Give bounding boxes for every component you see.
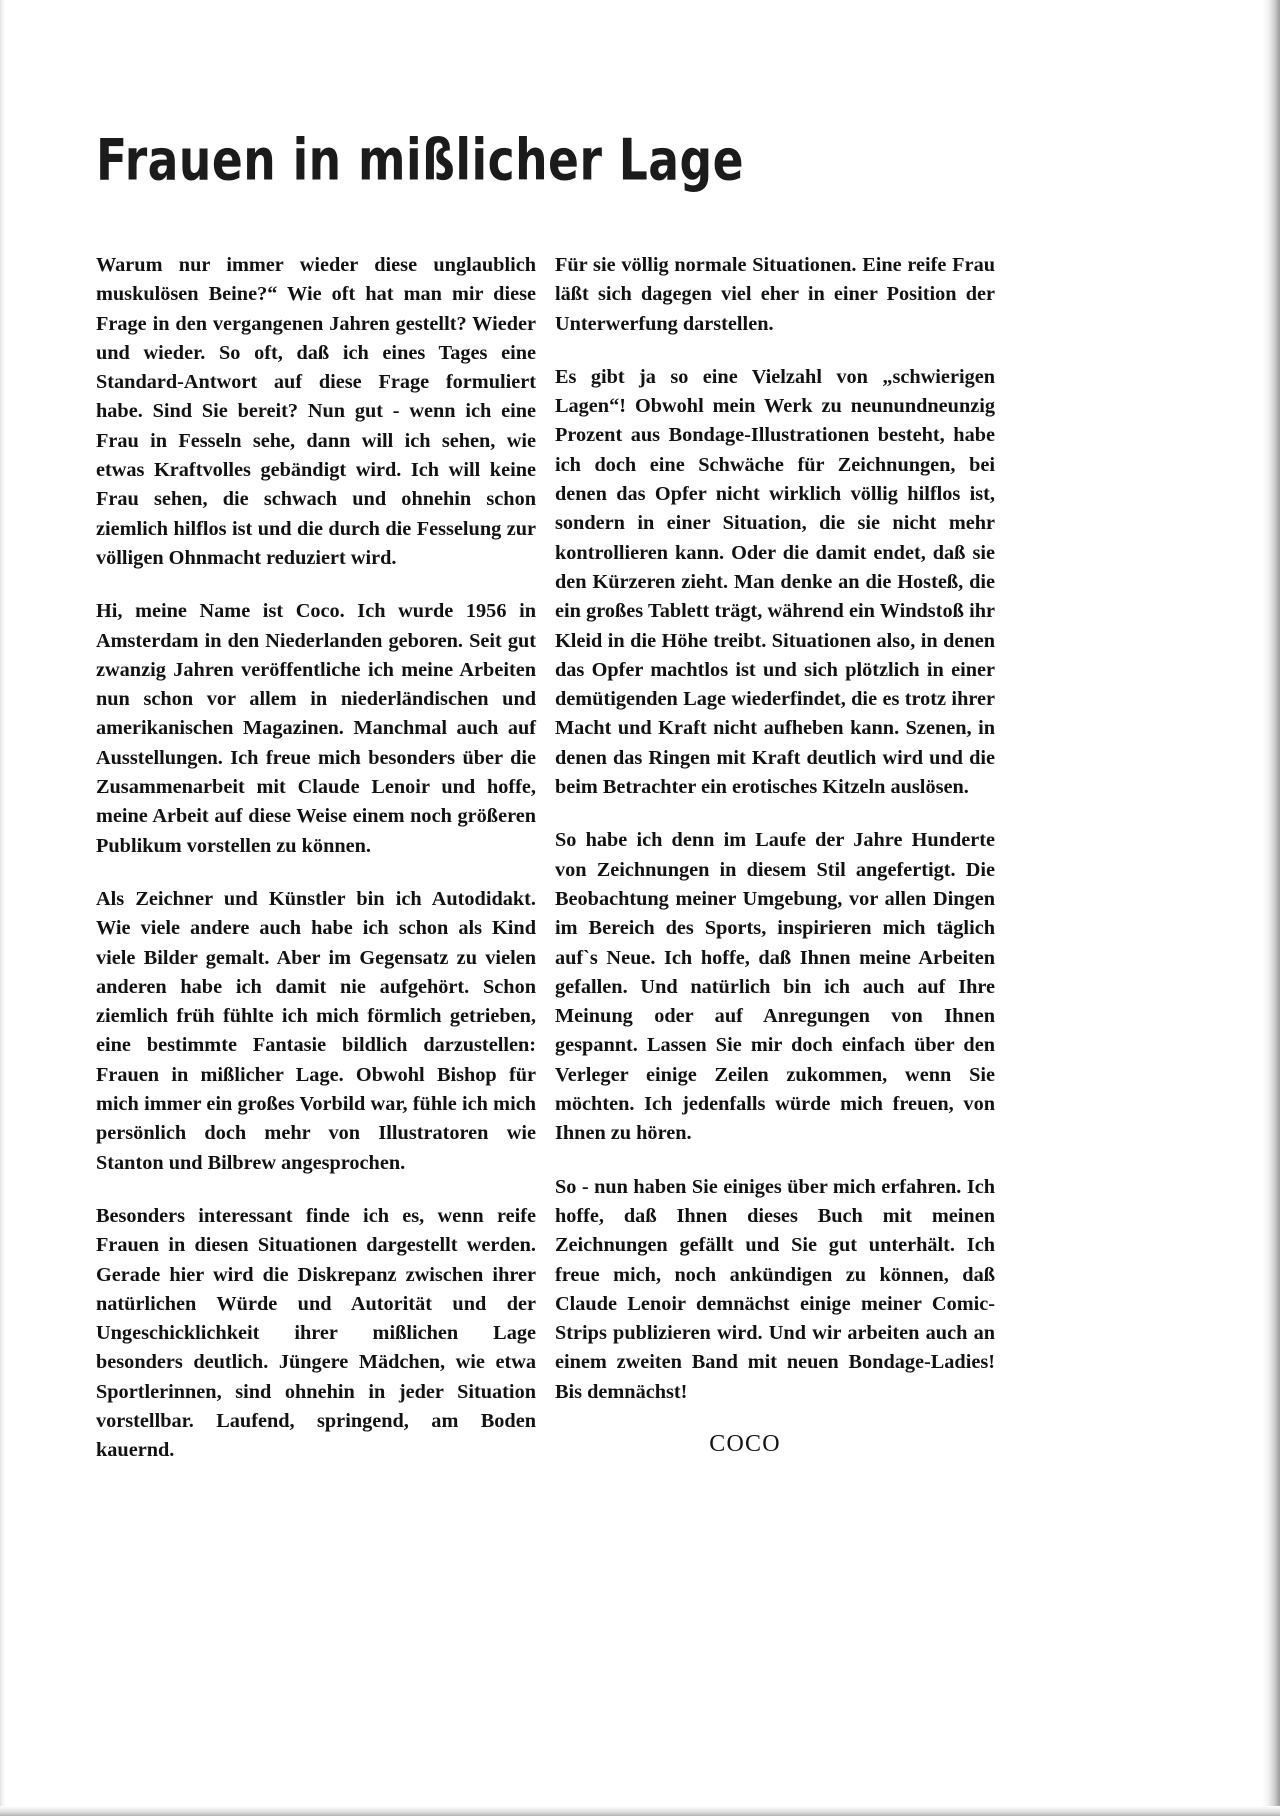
paragraph: Hi, meine Name ist Coco. Ich wurde 1956 in Amsterdam in den Niederlanden geboren. Seit gut zwanzig Jahren veröffentliche ich meine Arbeiten nun schon vor allem in niederländischen und amerikanischen Magazinen. Manchmal auch auf Ausstellungen. Ich freue mich besonders über die Zusammenarbeit mit Claude Lenoir und hoffe, meine Arbeit auf diese Weise einem noch größeren Publikum vorstellen zu können. — [96, 600, 536, 857]
paragraph: Als Zeichner und Künstler bin ich Autodidakt. Wie viele andere auch habe ich schon als Kind viele Bilder gemalt. Aber im Gegensatz zu vielen anderen habe ich damit nie aufgehört. Schon ziemlich früh fühlte ich mich förmlich getrieben, eine bestimmte Fantasie bildlich darzustellen: Frauen in mißlicher Lage. Obwohl Bishop für mich immer ein großes Vorbild war, fühle ich mich persönlich doch mehr von Illustratoren wie Stanton und Bilbrew angesprochen. — [96, 887, 536, 1174]
author-signature: COCO — [709, 1430, 781, 1457]
scan-edge-right — [1262, 0, 1280, 1816]
page-content — [96, 0, 996, 1466]
page-title: Frauen in mißlicher Lage — [96, 126, 745, 194]
paragraph: So habe ich denn im Laufe der Jahre Hunderte von Zeichnungen in diesem Stil angefertigt. Die Beobachtung meiner Umgebung, vor allen Dingen im Bereich des Sports, inspirieren mich täglich auf`s Neue. Ich hoffe, daß Ihnen meine Arbeiten gefallen. Und natürlich bin ich auch auf Ihre Meinung oder auf Anregungen von Ihnen gespannt. Lassen Sie mir doch einfach über den Verleger einige Zeilen zukommen, wenn Sie möchten. Ich jedenfalls würde mich freuen, von Ihnen zu hören. — [555, 829, 995, 1145]
paragraph: Es gibt ja so eine Vielzahl von „schwierigen Lagen“! Obwohl mein Werk zu neunundneunzig Prozent aus Bondage-Illustrationen besteht, habe ich doch eine Schwäche für Zeichnungen, bei denen das Opfer nicht wirklich völlig hilflos ist, sondern in einer Situation, die sie nicht mehr kontrollieren kann. Oder die damit endet, daß sie den Kürzeren zieht. Man denke an die Hosteß, die ein großes Tablett trägt, während ein Windstoß ihr Kleid in die Höhe treibt. Situationen also, in denen das Opfer machtlos ist und sich plötzlich in einer demütigenden Lage wiederfindet, die es trotz ihrer Macht und Kraft nicht aufheben kann. Szenen, in denen das Ringen mit Kraft deutlich wird und die beim Betrachter ein erotisches Kitzeln auslösen. — [555, 365, 995, 799]
scan-edge-left — [0, 0, 6, 1816]
paragraph: Warum nur immer wieder diese unglaublich muskulösen Beine?“ Wie oft hat man mir diese Frage in den vergangenen Jahren gestellt? Wieder und wieder. So oft, daß ich eines Tages eine Standard-Antwort auf diese Frage formuliert habe. Sind Sie bereit? Nun gut - wenn ich eine Frau in Fesseln sehe, dann will ich sehen, wie etwas Kraftvolles gebändigt wird. Ich will keine Frau sehen, die schwach und ohnehin schon ziemlich hilflos ist und die durch die Fesselung zur völligen Ohnmacht reduziert wird. — [96, 254, 536, 569]
column-right — [555, 251, 995, 1466]
paragraph: Für sie völlig normale Situationen. Eine reife Frau läßt sich dagegen viel eher in einer Position der Unterwerfung darstellen. — [555, 254, 995, 335]
scan-edge-bottom — [0, 1806, 1280, 1816]
two-column-body — [96, 251, 996, 1466]
column-left — [96, 251, 536, 1466]
paragraph: So - nun haben Sie einiges über mich erfahren. Ich hoffe, daß Ihnen dieses Buch mit meinen Zeichnungen gefällt und Sie gut unterhält. Ich freue mich, noch ankündigen zu können, daß Claude Lenoir demnächst einige meiner Comic-Strips publizieren wird. Und wir arbeiten auch an einem zweiten Band mit neuen Bondage-Ladies! Bis demnächst! — [555, 1175, 995, 1403]
paragraph: Besonders interessant finde ich es, wenn reife Frauen in diesen Situationen dargestellt werden. Gerade hier wird die Diskrepanz zwischen ihrer natürlichen Würde und Autorität und der Ungeschicklichkeit ihrer mißlichen Lage besonders deutlich. Jüngere Mädchen, wie etwa Sportlerinnen, sind ohnehin in jeder Situation vorstellbar. Laufend, springend, am Boden kauernd. — [96, 1204, 536, 1462]
